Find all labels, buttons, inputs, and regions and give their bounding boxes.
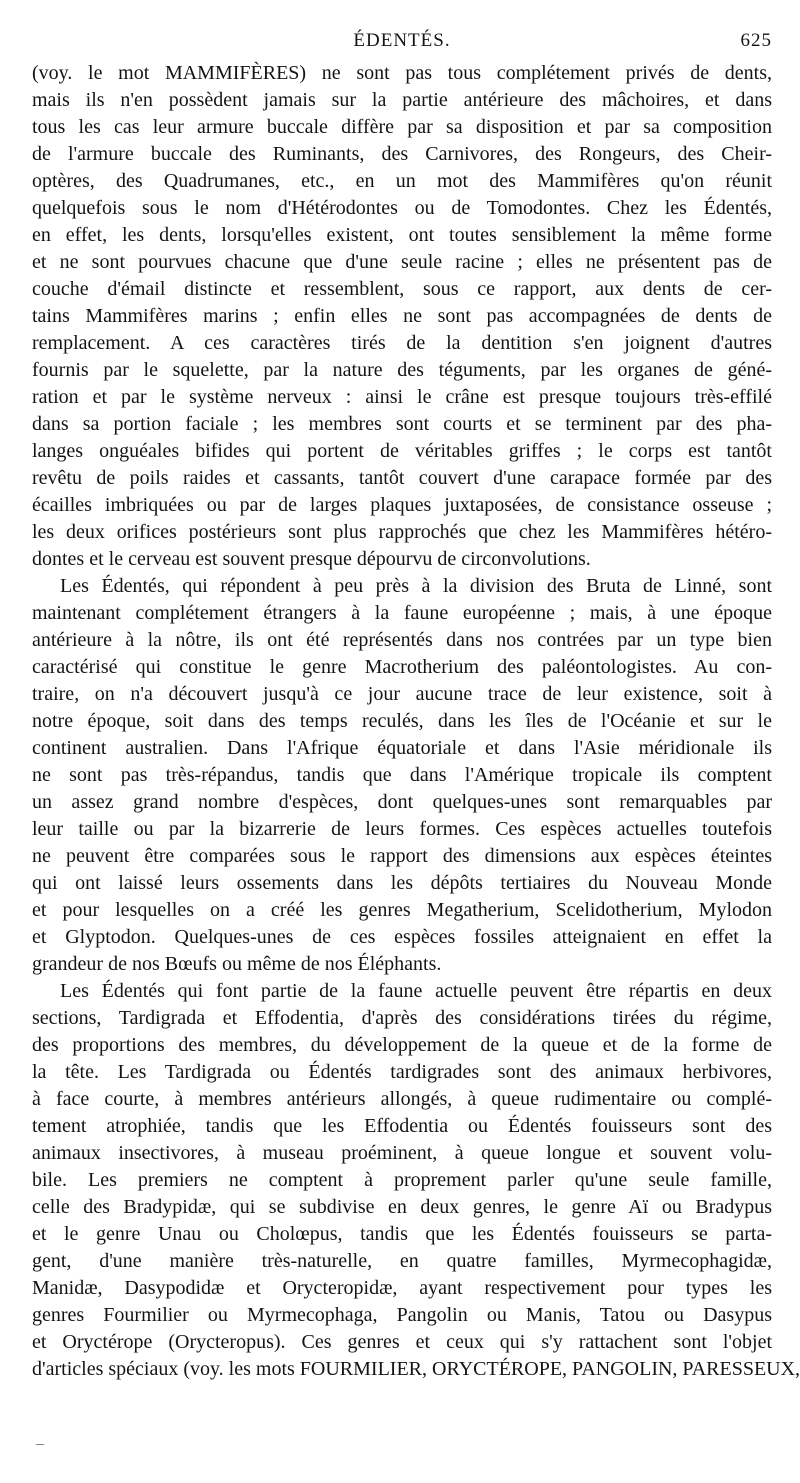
text-line: mais ils n'en possèdent jamais sur la partie antérieure des mâchoires, et dans [32, 89, 772, 111]
text-line: d'articles spéciaux (voy. les mots FOURMILIER, ORYCTÉROPE, PANGOLIN, PARESSEUX, [32, 1358, 800, 1380]
text-line: animaux insectivores, à museau proéminent, à queue longue et souvent volu- [32, 1142, 772, 1164]
text-line: couche d'émail distincte et ressemblent, sous ce rapport, aux dents de cer- [32, 278, 772, 300]
text-line: et Oryctérope (Orycteropus). Ces genres et ceux qui s'y rattachent sont l'objet [32, 1331, 772, 1353]
text-line: (voy. le mot MAMMIFÈRES) ne sont pas tous complétement privés de dents, [32, 62, 772, 84]
text-line: un assez grand nombre d'espèces, dont quelques-unes sont remarquables par [32, 791, 772, 813]
page-number: 625 [740, 30, 772, 51]
text-line: tains Mammifères marins ; enfin elles ne sont pas accompagnées de dents de [32, 305, 772, 327]
text-line: grandeur de nos Bœufs ou même de nos Éléphants. [32, 953, 442, 975]
text-line: à face courte, à membres antérieurs allongés, à queue rudimentaire ou complé- [32, 1088, 772, 1110]
text-line: Manidæ, Dasypodidæ et Orycteropidæ, ayant respectivement pour types les [32, 1277, 772, 1299]
text-line: et le genre Unau ou Cholœpus, tandis que les Édentés fouisseurs se parta- [32, 1223, 772, 1245]
text-line: antérieure à la nôtre, ils ont été représentés dans nos contrées par un type bien [32, 629, 772, 651]
paragraph [32, 573, 772, 978]
text-line: et pour lesquelles on a créé les genres Megatherium, Scelidotherium, Mylodon [32, 899, 772, 921]
text-line: écailles imbriquées ou par de larges plaques juxtaposées, de consistance osseuse ; [32, 494, 772, 516]
text-line: genres Fourmilier ou Myrmecophaga, Pangolin ou Manis, Tatou ou Dasypus [32, 1304, 772, 1326]
text-line: notre époque, soit dans des temps reculés, dans les îles de l'Océanie et sur le [32, 710, 772, 732]
text-line: tous les cas leur armure buccale diffère par sa disposition et par sa composition [32, 116, 772, 138]
page [32, 30, 800, 1383]
text-line: Les Édentés, qui répondent à peu près à la division des Bruta de Linné, sont [60, 575, 772, 597]
text-line: ne peuvent être comparées sous le rapport des dimensions aux espèces éteintes [32, 845, 772, 867]
text-line: langes onguéales bifides qui portent de véritables griffes ; le corps est tantôt [32, 440, 772, 462]
text-line: bile. Les premiers ne comptent à proprement parler qu'une seule famille, [32, 1169, 772, 1191]
text-line: continent australien. Dans l'Afrique équatoriale et dans l'Asie méridionale ils [32, 737, 772, 759]
body-text [32, 60, 800, 1383]
text-line: de l'armure buccale des Ruminants, des Carnivores, des Rongeurs, des Cheir- [32, 143, 772, 165]
text-line: Les Édentés qui font partie de la faune actuelle peuvent être répartis en deux [60, 980, 772, 1002]
text-line: ne sont pas très-répandus, tandis que dans l'Amérique tropicale ils comptent [32, 764, 772, 786]
text-line: en effet, les dents, lorsqu'elles existent, ont toutes sensiblement la même forme [32, 224, 772, 246]
text-line: et Glyptodon. Quelques-unes de ces espèces fossiles atteignaient en effet la [32, 926, 772, 948]
text-line: qui ont laissé leurs ossements dans les dépôts tertiaires du Nouveau Monde [32, 872, 772, 894]
text-line: optères, des Quadrumanes, etc., en un mot des Mammifères qu'on réunit [32, 170, 772, 192]
text-line: tement atrophiée, tandis que les Effodentia ou Édentés fouisseurs sont des [32, 1115, 772, 1137]
text-line: dans sa portion faciale ; les membres sont courts et se terminent par des pha- [32, 413, 772, 435]
paragraph [32, 978, 800, 1383]
text-line: des proportions des membres, du développement de la queue et de la forme de [32, 1034, 772, 1056]
text-line: leur taille ou par la bizarrerie de leurs formes. Ces espèces actuelles toutefois [32, 818, 772, 840]
text-line: dontes et le cerveau est souvent presque dépourvu de circonvolutions. [32, 548, 591, 570]
running-title: ÉDENTÉS. [353, 30, 451, 51]
text-line: la tête. Les Tardigrada ou Édentés tardigrades sont des animaux herbivores, [32, 1061, 772, 1083]
text-line: remplacement. A ces caractères tirés de la dentition s'en joignent d'autres [32, 332, 772, 354]
text-line: gent, d'une manière très-naturelle, en quatre familles, Myrmecophagidæ, [32, 1250, 772, 1272]
text-line: revêtu de poils raides et cassants, tantôt couvert d'une carapace formée par des [32, 467, 772, 489]
text-line: traire, on n'a découvert jusqu'à ce jour aucune trace de leur existence, soit à [32, 683, 772, 705]
text-line: celle des Bradypidæ, qui se subdivise en deux genres, le genre Aï ou Bradypus [32, 1196, 772, 1218]
text-line: et ne sont pourvues chacune que d'une seule racine ; elles ne présentent pas de [32, 251, 772, 273]
footer-dash [36, 1444, 44, 1445]
text-line: les deux orifices postérieurs sont plus rapprochés que chez les Mammifères hétéro- [32, 521, 772, 543]
running-header [32, 30, 772, 60]
text-line: quelquefois sous le nom d'Hétérodontes ou de Tomodontes. Chez les Édentés, [32, 197, 772, 219]
text-line: ration et par le système nerveux : ainsi le crâne est presque toujours très-effilé [32, 386, 772, 408]
text-line: sections, Tardigrada et Effodentia, d'après des considérations tirées du régime, [32, 1007, 772, 1029]
text-line: fournis par le squelette, par la nature des téguments, par les organes de géné- [32, 359, 772, 381]
text-line: maintenant complétement étrangers à la faune européenne ; mais, à une époque [32, 602, 772, 624]
paragraph [32, 60, 772, 573]
text-line: caractérisé qui constitue le genre Macrotherium des paléontologistes. Au con- [32, 656, 772, 678]
